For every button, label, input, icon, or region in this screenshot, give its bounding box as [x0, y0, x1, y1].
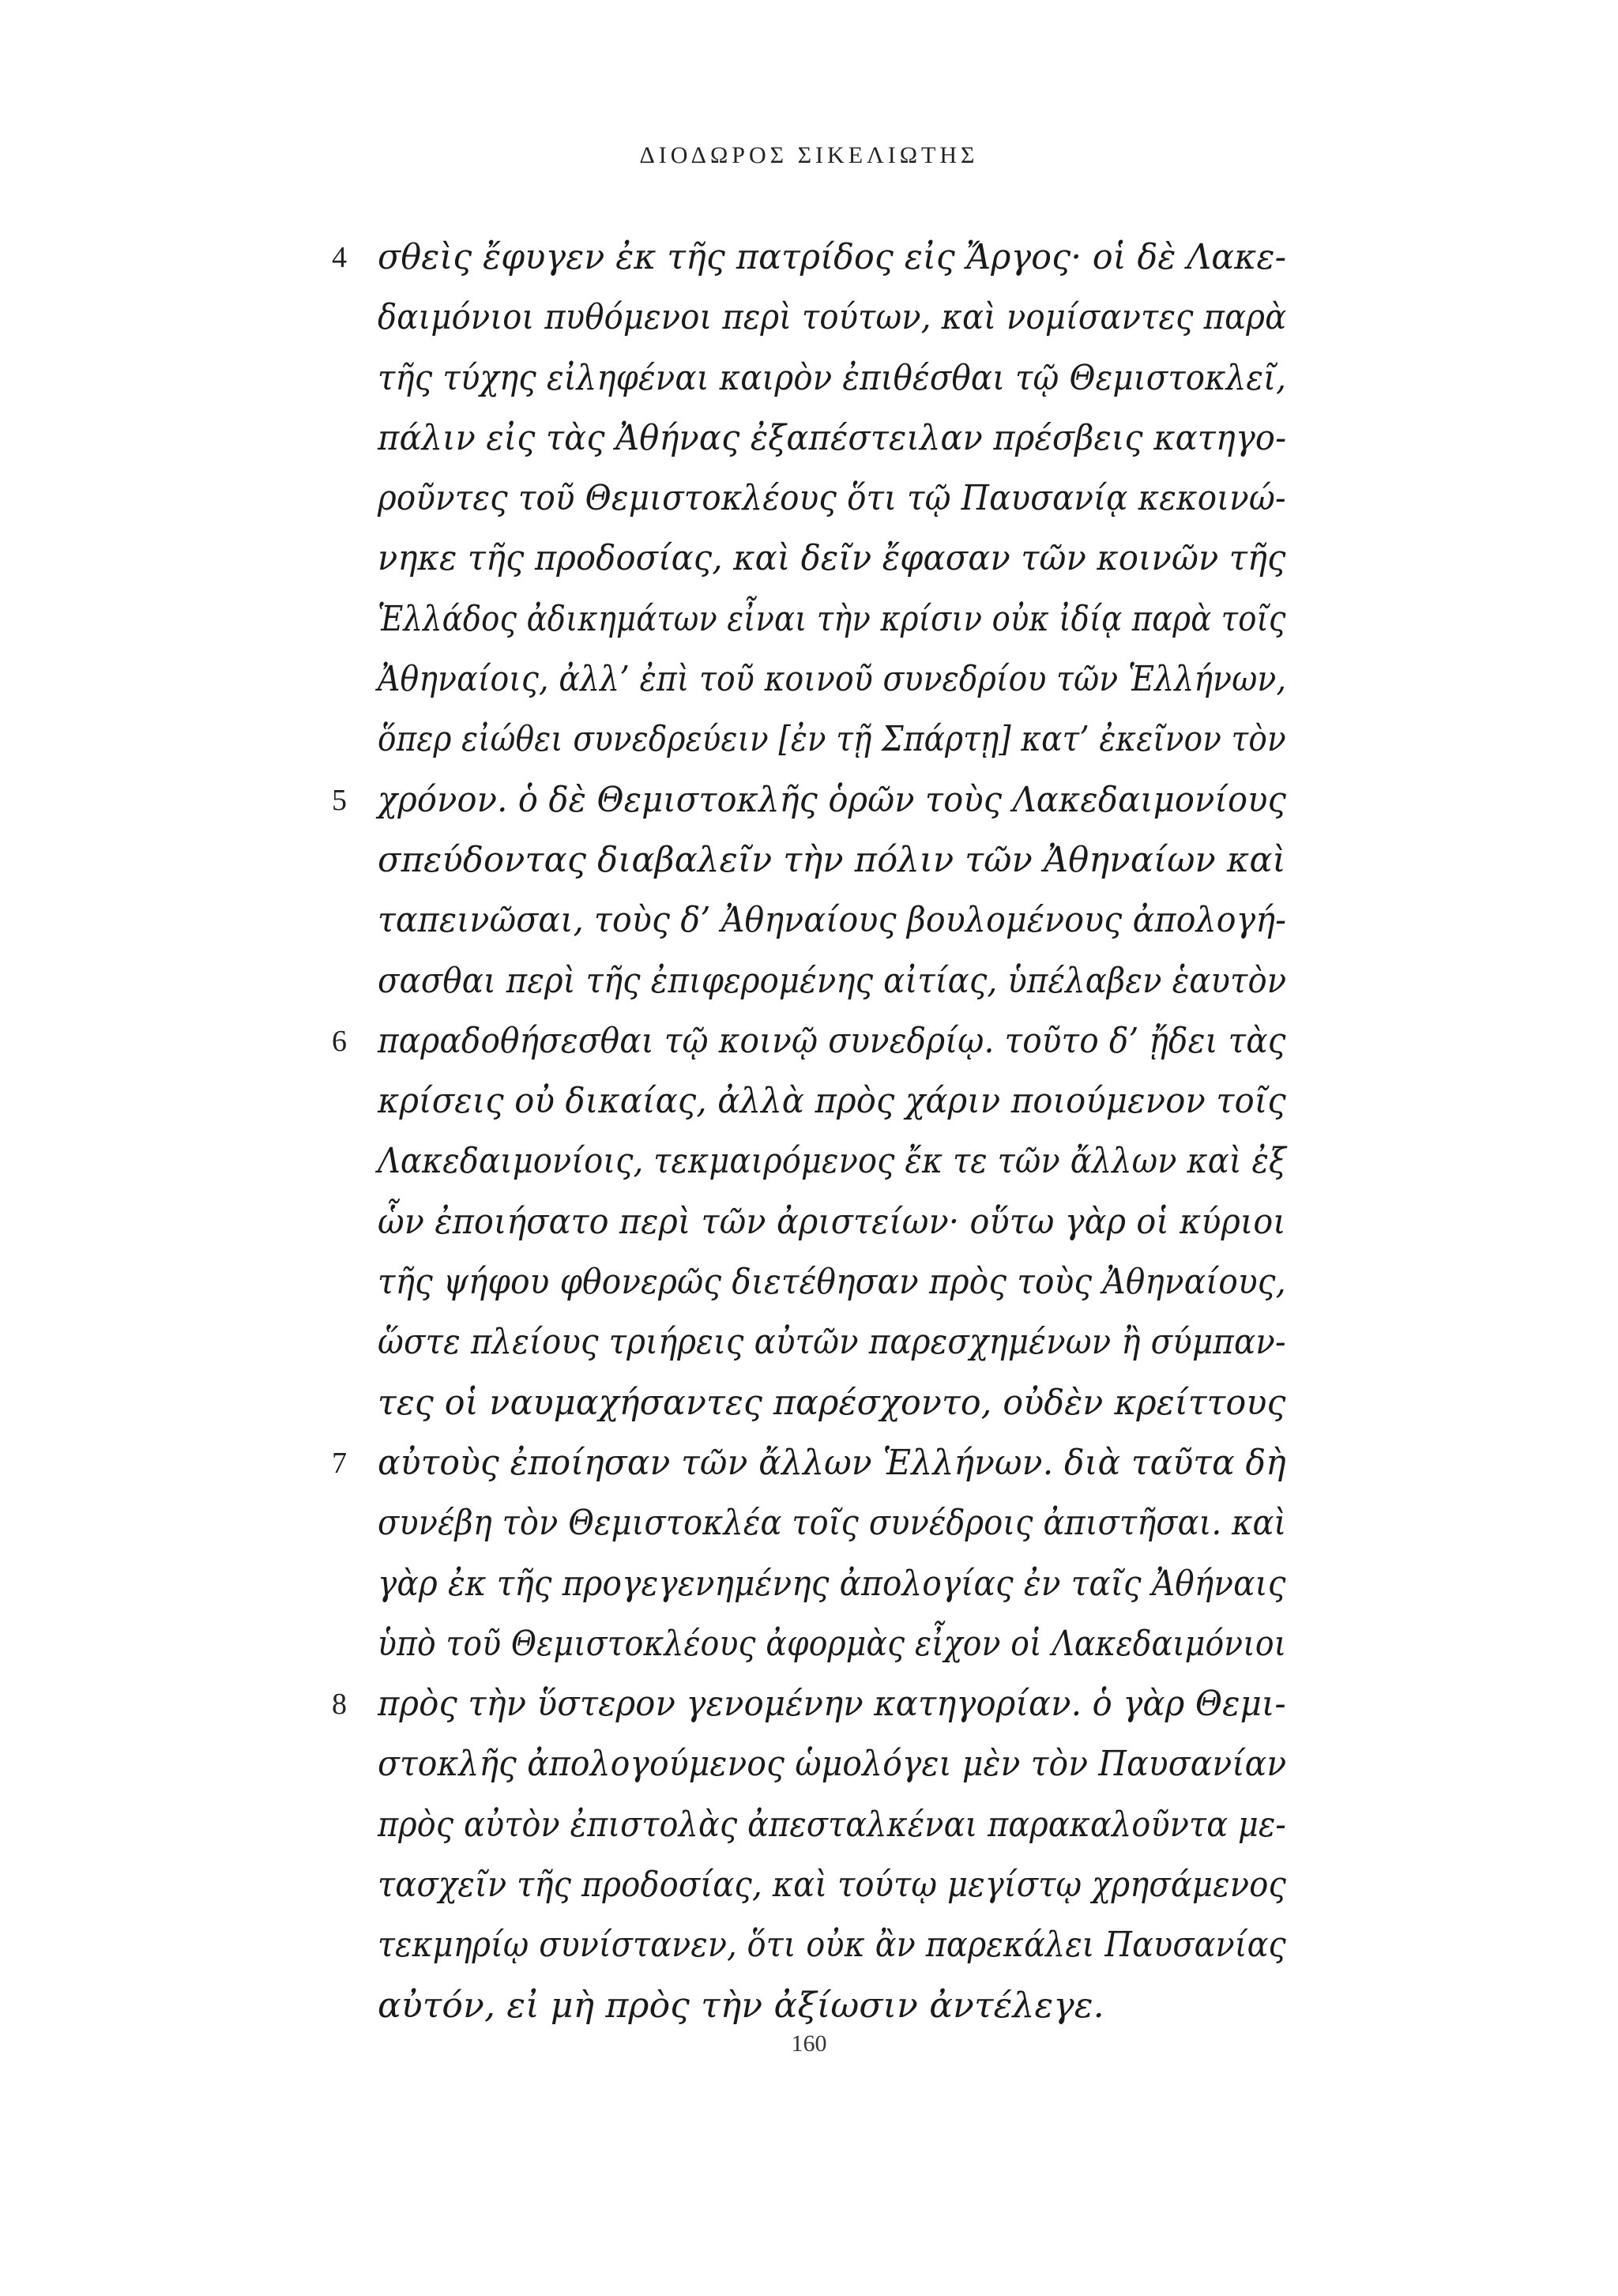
text-line — [378, 1319, 1286, 1379]
line-text: Λακεδαιμονίοις, τεκμαιρόμενος ἔκ τε τῶν ἄλλων καὶ ἐξ — [378, 1141, 1287, 1182]
line-text: στοκλῆς ἀπολογούμενος ὡμολόγει μὲν τὸν Παυσανίαν — [378, 1744, 1287, 1785]
text-line — [378, 475, 1286, 535]
text-line — [378, 1379, 1286, 1440]
text-line — [378, 415, 1286, 475]
section-number: 4 — [332, 241, 348, 274]
line-text: παραδοθήσεσθαι τῷ κοινῷ συνεδρίῳ. τοῦτο δ’ ᾔδει τὰς — [378, 1020, 1286, 1061]
text-line — [378, 1620, 1286, 1681]
text-line — [332, 234, 1287, 294]
text-line — [378, 596, 1286, 656]
line-text: χρόνον. ὁ δὲ Θεμιστοκλῆς ὁρῶν τοὺς Λακεδαιμονίους — [378, 779, 1287, 820]
text-line — [378, 535, 1286, 595]
page-number: 160 — [791, 2031, 827, 2057]
line-text: Ἑλλάδος ἀδικημάτων εἶναι τὴν κρίσιν οὐκ ἰδίᾳ παρὰ τοῖς — [378, 598, 1286, 639]
text-line — [378, 897, 1286, 957]
text-line — [378, 958, 1286, 1018]
line-text: τεκμηρίῳ συνίστανεν, ὅτι οὐκ ἂν παρεκάλει Παυσανίας — [378, 1925, 1286, 1966]
line-text: ὧν ἐποιήσατο περὶ τῶν ἀριστείων· οὕτω γὰρ οἱ κύριοι — [378, 1201, 1286, 1242]
line-text: τες οἱ ναυμαχήσαντες παρέσχοντο, οὐδὲν κρείττους — [378, 1382, 1286, 1423]
text-line — [378, 355, 1286, 415]
line-text: γὰρ ἐκ τῆς προγεγενημένης ἀπολογίας ἐν ταῖς Ἀθήναις — [378, 1563, 1286, 1604]
body-text — [332, 234, 1287, 2042]
running-head: ΔΙΟΔΩΡΟΣ ΣΙΚΕΛΙΩΤΗΣ — [639, 142, 979, 168]
line-text: πρὸς αὐτὸν ἐπιστολὰς ἀπεσταλκέναι παρακαλοῦντα με- — [378, 1804, 1287, 1845]
text-line — [378, 1921, 1286, 1982]
text-line — [378, 1560, 1286, 1620]
line-text: πρὸς τὴν ὕστερον γενομένην κατηγορίαν. ὁ γὰρ Θεμι- — [378, 1684, 1286, 1725]
text-line — [332, 777, 1287, 837]
line-text: σπεύδοντας διαβαλεῖν τὴν πόλιν τῶν Ἀθηναίων καὶ — [378, 839, 1286, 880]
text-line — [378, 1741, 1286, 1801]
line-text: σασθαι περὶ τῆς ἐπιφερομένης αἰτίας, ὑπέλαβεν ἑαυτὸν — [378, 960, 1287, 1001]
line-text: ὥστε πλείους τριήρεις αὐτῶν παρεσχημένων ἢ σύμπαν- — [378, 1322, 1286, 1363]
line-text: ὅπερ εἰώθει συνεδρεύειν [ἐν τῇ Σπάρτῃ] κατ’ ἐκεῖνον τὸν — [378, 719, 1286, 760]
text-line — [378, 1861, 1286, 1921]
text-line — [378, 837, 1286, 897]
line-text: τῆς ψήφου φθονερῶς διετέθησαν πρὸς τοὺς Ἀθηναίους, — [378, 1262, 1286, 1303]
text-line — [378, 1078, 1286, 1138]
line-text: πάλιν εἰς τὰς Ἀθήνας ἐξαπέστειλαν πρέσβεις κατηγο- — [378, 417, 1287, 458]
line-text: αὐτόν, εἰ μὴ πρὸς τὴν ἀξίωσιν ἀντέλεγε. — [378, 1985, 1104, 2026]
line-text: δαιμόνιοι πυθόμενοι περὶ τούτων, καὶ νομίσαντες παρὰ — [378, 297, 1287, 338]
section-number: 6 — [332, 1024, 348, 1058]
line-text: ροῦντες τοῦ Θεμιστοκλέους ὅτι τῷ Παυσανίᾳ κεκοινώ- — [378, 478, 1286, 519]
text-line — [332, 1018, 1286, 1078]
text-line — [378, 716, 1286, 776]
text-line — [378, 1138, 1286, 1198]
section-number: 5 — [332, 783, 348, 817]
text-line — [378, 294, 1286, 354]
text-line — [378, 656, 1286, 716]
line-text: αὐτοὺς ἐποίησαν τῶν ἄλλων Ἑλλήνων. διὰ ταῦτα δὴ — [378, 1442, 1286, 1483]
text-line — [378, 1199, 1286, 1259]
text-line — [332, 1440, 1286, 1500]
line-text: κρίσεις οὐ δικαίας, ἀλλὰ πρὸς χάριν ποιούμενον τοῖς — [378, 1081, 1286, 1122]
text-line — [378, 1500, 1286, 1560]
line-text: νηκε τῆς προδοσίας, καὶ δεῖν ἔφασαν τῶν κοινῶν τῆς — [378, 538, 1286, 579]
line-text: ὑπὸ τοῦ Θεμιστοκλέους ἀφορμὰς εἶχον οἱ Λακεδαιμόνιοι — [378, 1623, 1287, 1664]
line-text: Ἀθηναίοις, ἀλλ’ ἐπὶ τοῦ κοινοῦ συνεδρίου τῶν Ἑλλήνων, — [378, 659, 1287, 700]
line-text: σθεὶς ἔφυγεν ἐκ τῆς πατρίδος εἰς Ἄργος· οἱ δὲ Λακε- — [378, 237, 1287, 277]
text-line — [378, 1801, 1286, 1861]
section-number: 8 — [332, 1688, 348, 1722]
line-text: τῆς τύχης εἰληφέναι καιρὸν ἐπιθέσθαι τῷ Θεμιστοκλεῖ, — [378, 357, 1287, 398]
text-line — [378, 1259, 1286, 1319]
line-text: τασχεῖν τῆς προδοσίας, καὶ τούτῳ μεγίστῳ χρησάμενος — [378, 1865, 1287, 1906]
line-text: ταπεινῶσαι, τοὺς δ’ Ἀθηναίους βουλομένους ἀπολογή- — [378, 900, 1287, 941]
section-number: 7 — [332, 1446, 348, 1480]
line-text: συνέβη τὸν Θεμιστοκλέα τοῖς συνέδροις ἀπιστῆσαι. καὶ — [378, 1503, 1287, 1544]
text-line — [332, 1681, 1286, 1741]
